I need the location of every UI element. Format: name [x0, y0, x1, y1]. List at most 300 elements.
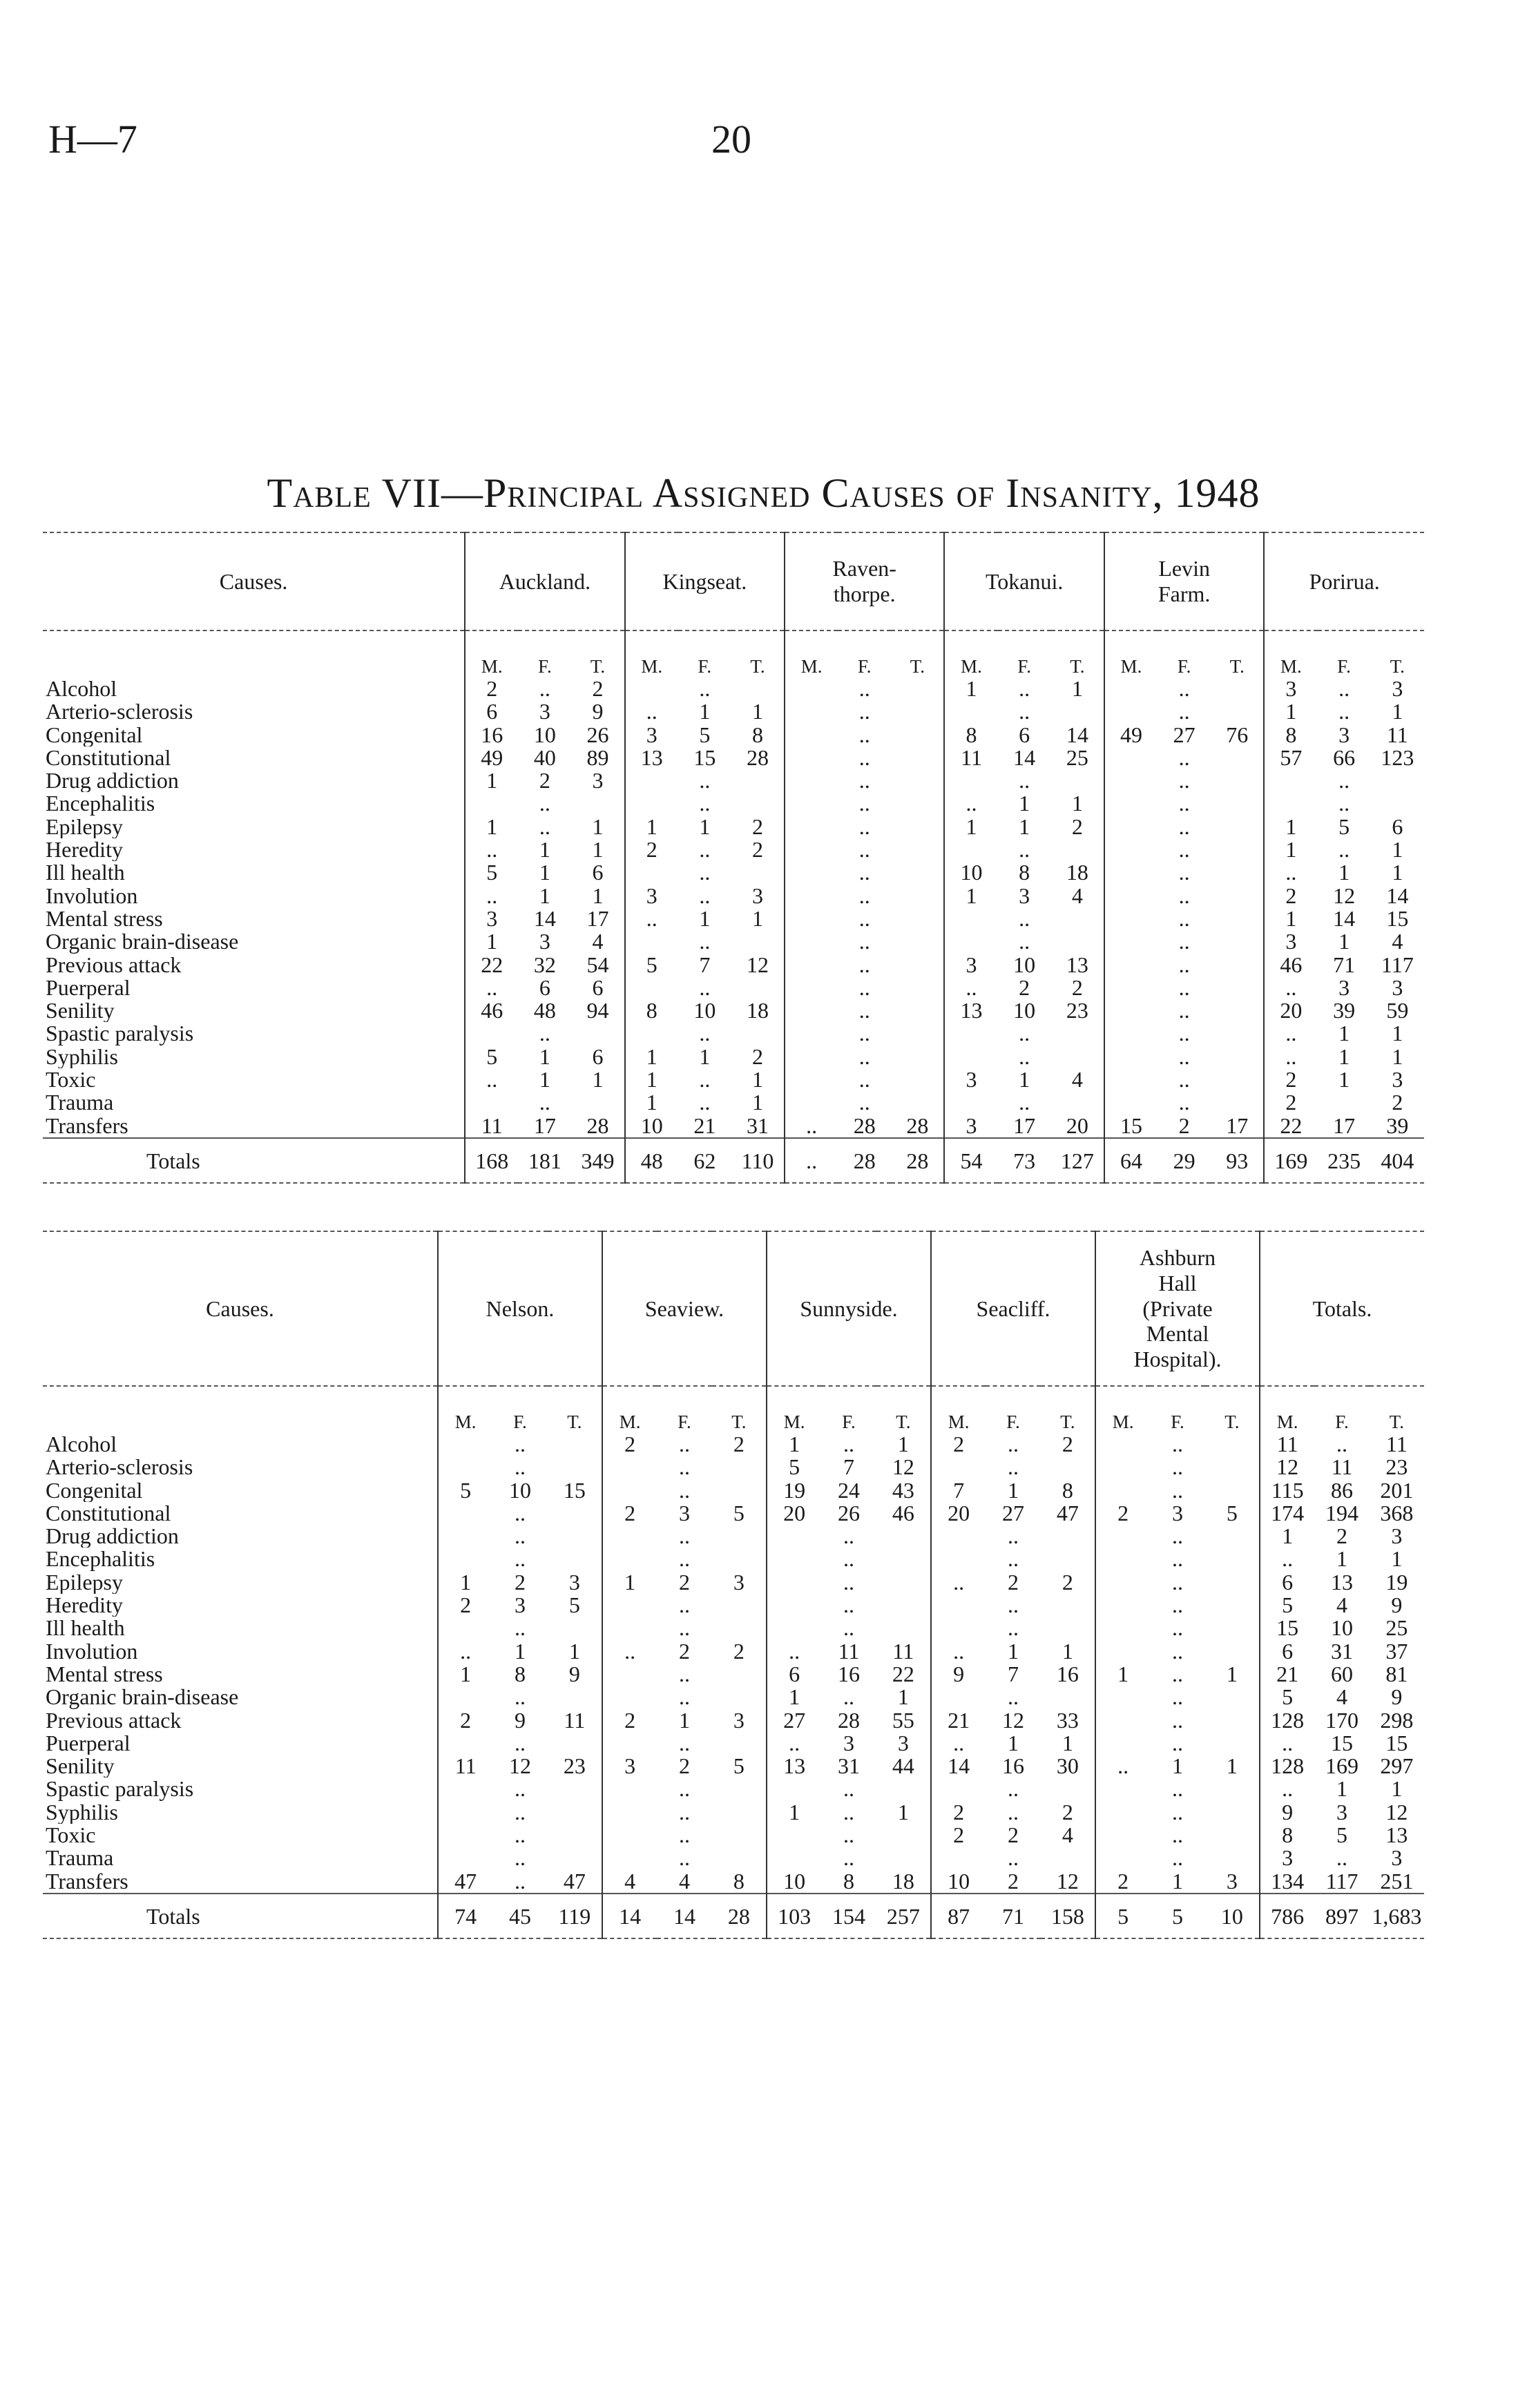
value-cell [1205, 1571, 1260, 1594]
value-cell: 11 [1331, 1454, 1353, 1480]
value-cell: .. [1007, 1546, 1019, 1572]
value-cell: 25 [1385, 1615, 1408, 1641]
value-cell: .. [539, 676, 550, 701]
value-cell: 3 [733, 1569, 745, 1595]
value-cell: 1 [1338, 929, 1350, 954]
value-cell: .. [539, 1090, 550, 1115]
value-cell: 8 [514, 1661, 526, 1686]
cause-label: Puerperal [46, 976, 131, 1000]
value-cell [602, 1479, 657, 1502]
sub-header-f: F. [1017, 656, 1031, 677]
value-cell: 1 [1071, 676, 1083, 701]
value-cell: .. [1172, 1638, 1183, 1664]
value-cell: 1 [1007, 1638, 1019, 1664]
value-cell: .. [1260, 1778, 1314, 1800]
value-cell [1371, 769, 1424, 792]
value-cell: 1 [944, 677, 997, 700]
value-cell: 4 [1062, 1822, 1073, 1848]
total-cell: 127 [1051, 1138, 1104, 1183]
value-cell: .. [858, 974, 870, 1000]
value-cell: 2 [438, 1709, 492, 1732]
value-cell: 1 [1019, 791, 1030, 816]
value-cell [1095, 1433, 1150, 1456]
value-cell [1095, 1617, 1150, 1639]
value-cell [1205, 1824, 1260, 1847]
value-cell: .. [699, 768, 711, 793]
sub-header-m: M. [785, 630, 838, 677]
sub-header-t: T. [1390, 656, 1405, 677]
value-cell: 81 [1385, 1661, 1408, 1686]
value-cell: 22 [465, 954, 518, 976]
value-cell [931, 1456, 986, 1478]
value-cell [785, 1022, 838, 1045]
sub-header-t: T. [1389, 1412, 1404, 1432]
value-cell: 43 [892, 1477, 914, 1503]
value-cell: 17 [533, 1113, 556, 1138]
total-cell: 169 [1264, 1138, 1317, 1183]
value-cell: 14 [1066, 722, 1088, 747]
value-cell: 10 [1330, 1615, 1353, 1641]
total-cell: 14 [657, 1894, 711, 1938]
table-row [43, 1548, 1424, 1570]
value-cell [1264, 792, 1317, 815]
value-cell [1041, 1525, 1095, 1548]
value-cell: 1 [539, 1043, 550, 1069]
value-cell: 21 [693, 1113, 716, 1138]
table-row [43, 954, 1424, 976]
value-cell: .. [1172, 1799, 1183, 1824]
value-cell [1205, 1732, 1260, 1755]
cause-label: Heredity [46, 838, 123, 862]
value-cell: 13 [1385, 1822, 1408, 1848]
total-cell: 29 [1158, 1138, 1211, 1183]
hospital-header: Seacliff. [931, 1231, 1095, 1386]
value-cell: 55 [892, 1707, 914, 1733]
hospital-header: Nelson. [438, 1231, 602, 1386]
value-cell: 2 [678, 1638, 690, 1664]
value-cell: 7 [931, 1479, 986, 1502]
total-cell: 5 [1150, 1894, 1204, 1938]
value-cell [1205, 1433, 1260, 1456]
value-cell: .. [843, 1592, 854, 1618]
value-cell: 1 [1392, 860, 1403, 885]
cause-label: Epilepsy [46, 815, 123, 839]
value-cell: .. [678, 1477, 690, 1503]
value-cell: 37 [1385, 1638, 1408, 1664]
value-cell [767, 1847, 821, 1869]
sub-header-f: F. [538, 656, 552, 677]
value-cell: .. [858, 905, 870, 931]
value-cell [1051, 1022, 1104, 1045]
value-cell [712, 1456, 767, 1478]
value-cell: .. [1172, 1615, 1183, 1641]
value-cell: .. [1172, 1661, 1183, 1686]
value-cell [785, 1068, 838, 1091]
total-cell: 786 [1260, 1894, 1314, 1938]
table-north-hospitals [43, 532, 1424, 1184]
value-cell: .. [858, 929, 870, 954]
value-cell: 2 [733, 1432, 745, 1456]
cause-label: Previous attack [46, 953, 182, 976]
value-cell [731, 677, 785, 700]
sub-header-t: T. [1060, 1412, 1075, 1432]
value-cell: 11 [564, 1707, 586, 1733]
value-cell: 13 [1330, 1569, 1353, 1595]
value-cell: 19 [767, 1479, 821, 1502]
value-cell [712, 1778, 767, 1800]
value-cell: 1 [592, 883, 604, 908]
value-cell: .. [678, 1592, 690, 1618]
cause-label: Epilepsy [46, 1570, 123, 1595]
value-cell [931, 1525, 986, 1548]
value-cell: 32 [533, 952, 556, 977]
value-cell: 1 [539, 837, 550, 863]
cause-label: Syphilis [46, 1800, 118, 1824]
value-cell: .. [858, 699, 870, 724]
sub-header-m: M. [1095, 1386, 1150, 1433]
value-cell [1205, 1479, 1260, 1502]
value-cell: 26 [586, 722, 609, 747]
value-cell: 46 [892, 1500, 914, 1525]
total-cell: 119 [548, 1894, 602, 1938]
value-cell: .. [1264, 976, 1317, 999]
value-cell: .. [1178, 905, 1190, 931]
value-cell: 170 [1325, 1707, 1358, 1733]
table-row [43, 1115, 1424, 1138]
value-cell [602, 1548, 657, 1570]
table-row [43, 838, 1424, 861]
value-cell: 1 [1338, 1043, 1350, 1069]
value-cell: 368 [1380, 1500, 1414, 1525]
value-cell: .. [1172, 1454, 1183, 1480]
cause-label: Arterio-sclerosis [46, 700, 193, 724]
value-cell: 1 [699, 1043, 711, 1069]
value-cell: 11 [1386, 722, 1408, 747]
value-cell: .. [1172, 1477, 1183, 1503]
value-cell: 2 [931, 1801, 986, 1824]
value-cell: .. [858, 1067, 870, 1092]
value-cell: .. [699, 837, 711, 863]
value-cell [1095, 1686, 1150, 1708]
sub-header-m: M. [438, 1386, 492, 1433]
value-cell: .. [699, 791, 711, 816]
value-cell: 1 [1338, 1021, 1350, 1046]
value-cell: 1 [602, 1571, 657, 1594]
total-cell: 54 [944, 1138, 997, 1183]
value-cell: .. [843, 1432, 854, 1456]
value-cell: 3 [678, 1500, 690, 1525]
value-cell: 76 [1226, 722, 1249, 747]
value-cell [1205, 1709, 1260, 1732]
value-cell: 16 [838, 1661, 860, 1686]
value-cell: .. [1019, 699, 1030, 724]
value-cell [1051, 1046, 1104, 1068]
value-cell: 3 [592, 768, 604, 793]
value-cell: 89 [586, 744, 609, 770]
value-cell: 4 [1392, 929, 1403, 954]
value-cell: .. [843, 1822, 854, 1848]
value-cell: 1 [1264, 816, 1317, 838]
value-cell: 28 [906, 1113, 929, 1138]
value-cell: 6 [1260, 1571, 1314, 1594]
value-cell [785, 885, 838, 907]
value-cell: 1 [1062, 1730, 1073, 1755]
value-cell: .. [699, 883, 711, 908]
value-cell: .. [678, 1822, 690, 1848]
table-row [43, 1640, 1424, 1663]
value-cell: 298 [1380, 1707, 1414, 1733]
value-cell [438, 1456, 492, 1478]
value-cell: 1 [1071, 791, 1083, 816]
value-cell [876, 1594, 931, 1617]
value-cell [767, 1617, 821, 1639]
value-cell [602, 1801, 657, 1824]
value-cell: 23 [563, 1753, 586, 1779]
value-cell [944, 1091, 997, 1114]
value-cell [891, 1046, 944, 1068]
value-cell: .. [931, 1571, 986, 1594]
total-cell: 158 [1041, 1894, 1095, 1938]
value-cell: .. [1178, 1067, 1190, 1092]
sub-header-m: M. [767, 1386, 821, 1433]
value-cell [1205, 1686, 1260, 1708]
value-cell: 1 [514, 1638, 526, 1664]
hospital-header: Totals. [1260, 1231, 1424, 1386]
value-cell: .. [1172, 1822, 1183, 1848]
table-row [43, 861, 1424, 884]
sub-header-t: T. [567, 1412, 582, 1432]
value-cell: .. [1178, 929, 1190, 954]
value-cell: 21 [1260, 1663, 1314, 1686]
value-cell: 6 [592, 974, 604, 1000]
sub-header-t: T. [910, 656, 925, 677]
value-cell: .. [1338, 699, 1350, 724]
value-cell: 3 [539, 699, 550, 724]
value-cell: 2 [592, 676, 604, 701]
value-cell: 3 [602, 1755, 657, 1778]
value-cell: .. [858, 744, 870, 770]
value-cell: 1 [751, 1090, 763, 1115]
value-cell: 251 [1380, 1868, 1414, 1894]
table-row [43, 1801, 1424, 1824]
value-cell: 15 [1330, 1730, 1353, 1755]
total-cell: 93 [1211, 1138, 1264, 1183]
value-cell [1104, 838, 1158, 861]
value-cell: 11 [1385, 1432, 1408, 1456]
value-cell: 1 [592, 813, 604, 839]
table-row [43, 1686, 1424, 1708]
value-cell: 2 [1071, 974, 1083, 1000]
value-cell: .. [514, 1868, 526, 1894]
table-row [43, 747, 1424, 769]
value-cell: 2 [602, 1502, 657, 1525]
value-cell: 33 [1056, 1707, 1079, 1733]
value-cell: .. [858, 1021, 870, 1046]
value-cell: 66 [1333, 744, 1356, 770]
value-cell [625, 976, 678, 999]
cause-label: Mental stress [46, 1662, 163, 1686]
value-cell [438, 1502, 492, 1525]
value-cell [548, 1617, 602, 1639]
page-ref: H—7 [48, 117, 137, 162]
hospital-header: Kingseat. [625, 532, 785, 630]
sub-header-f: F. [1006, 1412, 1020, 1432]
value-cell: 2 [1095, 1502, 1150, 1525]
sub-header-t: T. [1070, 656, 1085, 677]
value-cell [602, 1617, 657, 1639]
sub-header-m: M. [602, 1386, 657, 1433]
value-cell: 4 [1071, 1067, 1083, 1092]
value-cell: 3 [568, 1569, 580, 1595]
value-cell: .. [944, 792, 997, 815]
value-cell [876, 1571, 931, 1594]
value-cell: 1 [592, 837, 604, 863]
value-cell: 1 [465, 930, 518, 953]
value-cell: 10 [508, 1477, 531, 1503]
value-cell: 8 [1062, 1477, 1073, 1503]
value-cell: .. [1007, 1684, 1019, 1710]
value-cell: 3 [944, 1115, 997, 1138]
table-row [43, 1617, 1424, 1639]
cause-label: Alcohol [46, 1433, 117, 1456]
value-cell: .. [1007, 1615, 1019, 1641]
table-row [43, 792, 1424, 815]
value-cell: 1 [625, 1046, 678, 1068]
value-cell: .. [1172, 1546, 1183, 1572]
table-row [43, 1046, 1424, 1068]
value-cell: 1 [465, 816, 518, 838]
value-cell: 27 [1173, 722, 1195, 747]
value-cell: 5 [733, 1753, 745, 1779]
value-cell: 1 [767, 1686, 821, 1708]
value-cell: 117 [1381, 952, 1414, 977]
value-cell [1104, 816, 1158, 838]
value-cell: .. [514, 1546, 526, 1572]
value-cell: 5 [733, 1500, 745, 1525]
value-cell [438, 1732, 492, 1755]
value-cell [785, 999, 838, 1022]
value-cell: 3 [1391, 1523, 1403, 1549]
blank-cell [43, 1386, 438, 1433]
sub-header-m: M. [931, 1386, 986, 1433]
value-cell [1104, 954, 1158, 976]
value-cell [548, 1824, 602, 1847]
value-cell: .. [1178, 837, 1190, 863]
value-cell: 2 [751, 1043, 763, 1069]
value-cell [1211, 1091, 1264, 1114]
table-row [43, 930, 1424, 953]
value-cell [891, 1022, 944, 1045]
value-cell: 11 [892, 1638, 914, 1664]
value-cell [731, 769, 785, 792]
value-cell: 14 [1013, 744, 1036, 770]
value-cell [712, 1732, 767, 1755]
value-cell [625, 1022, 678, 1045]
value-cell: 5 [465, 1046, 518, 1068]
value-cell: 39 [1386, 1113, 1409, 1138]
value-cell [602, 1456, 657, 1478]
value-cell: .. [678, 1684, 690, 1710]
value-cell: 15 [1260, 1617, 1314, 1639]
value-cell: .. [678, 1546, 690, 1572]
value-cell [891, 861, 944, 884]
value-cell: .. [1178, 744, 1190, 770]
value-cell: 11 [1260, 1433, 1314, 1456]
value-cell: 10 [1013, 998, 1036, 1023]
value-cell: 60 [1330, 1661, 1353, 1686]
total-cell: 168 [465, 1138, 518, 1183]
value-cell [1211, 907, 1264, 930]
value-cell: .. [1172, 1569, 1183, 1595]
value-cell: 7 [843, 1454, 854, 1480]
value-cell [712, 1686, 767, 1708]
value-cell: 3 [1392, 676, 1403, 701]
value-cell: 1 [699, 905, 711, 931]
value-cell: 2 [931, 1824, 986, 1847]
value-cell: 4 [678, 1868, 690, 1894]
value-cell [602, 1594, 657, 1617]
value-cell: .. [465, 1068, 518, 1091]
value-cell [731, 976, 785, 999]
value-cell: 94 [586, 998, 609, 1023]
value-cell: 9 [931, 1663, 986, 1686]
value-cell: .. [843, 1615, 854, 1641]
value-cell: 201 [1380, 1477, 1414, 1503]
value-cell [1051, 700, 1104, 723]
sub-header-m: M. [1264, 630, 1317, 677]
sub-header-f: F. [857, 656, 872, 677]
value-cell: 1 [1336, 1776, 1347, 1802]
value-cell: .. [1019, 905, 1030, 931]
value-cell: .. [514, 1776, 526, 1802]
value-cell: 2 [602, 1433, 657, 1456]
value-cell: 8 [843, 1868, 854, 1894]
value-cell [465, 792, 518, 815]
value-cell: .. [1336, 1845, 1347, 1871]
total-cell: .. [785, 1138, 838, 1183]
value-cell: 9 [592, 699, 604, 724]
value-cell: .. [514, 1523, 526, 1549]
value-cell: 5 [1338, 813, 1350, 839]
table-row [43, 816, 1424, 838]
value-cell: .. [1172, 1845, 1183, 1871]
value-cell: 1 [1264, 907, 1317, 930]
value-cell: 1 [897, 1432, 909, 1456]
value-cell: 1 [1392, 699, 1403, 724]
sub-header-f: F. [1335, 1412, 1349, 1432]
total-cell: 64 [1104, 1138, 1158, 1183]
value-cell: .. [1178, 974, 1190, 1000]
value-cell [625, 792, 678, 815]
value-cell [944, 838, 997, 861]
value-cell [712, 1663, 767, 1686]
value-cell [731, 792, 785, 815]
value-cell: 15 [563, 1477, 586, 1503]
value-cell: 6 [1260, 1640, 1314, 1663]
value-cell [767, 1778, 821, 1800]
value-cell: 2 [438, 1594, 492, 1617]
total-cell: 235 [1318, 1138, 1371, 1183]
value-cell: 14 [931, 1755, 986, 1778]
value-cell [785, 954, 838, 976]
total-cell: 28 [712, 1894, 767, 1938]
value-cell: .. [1172, 1707, 1183, 1733]
table-row [43, 1456, 1424, 1478]
value-cell: 3 [1338, 974, 1350, 1000]
total-cell: 14 [602, 1894, 657, 1938]
value-cell [1104, 1022, 1158, 1045]
value-cell [1041, 1847, 1095, 1869]
